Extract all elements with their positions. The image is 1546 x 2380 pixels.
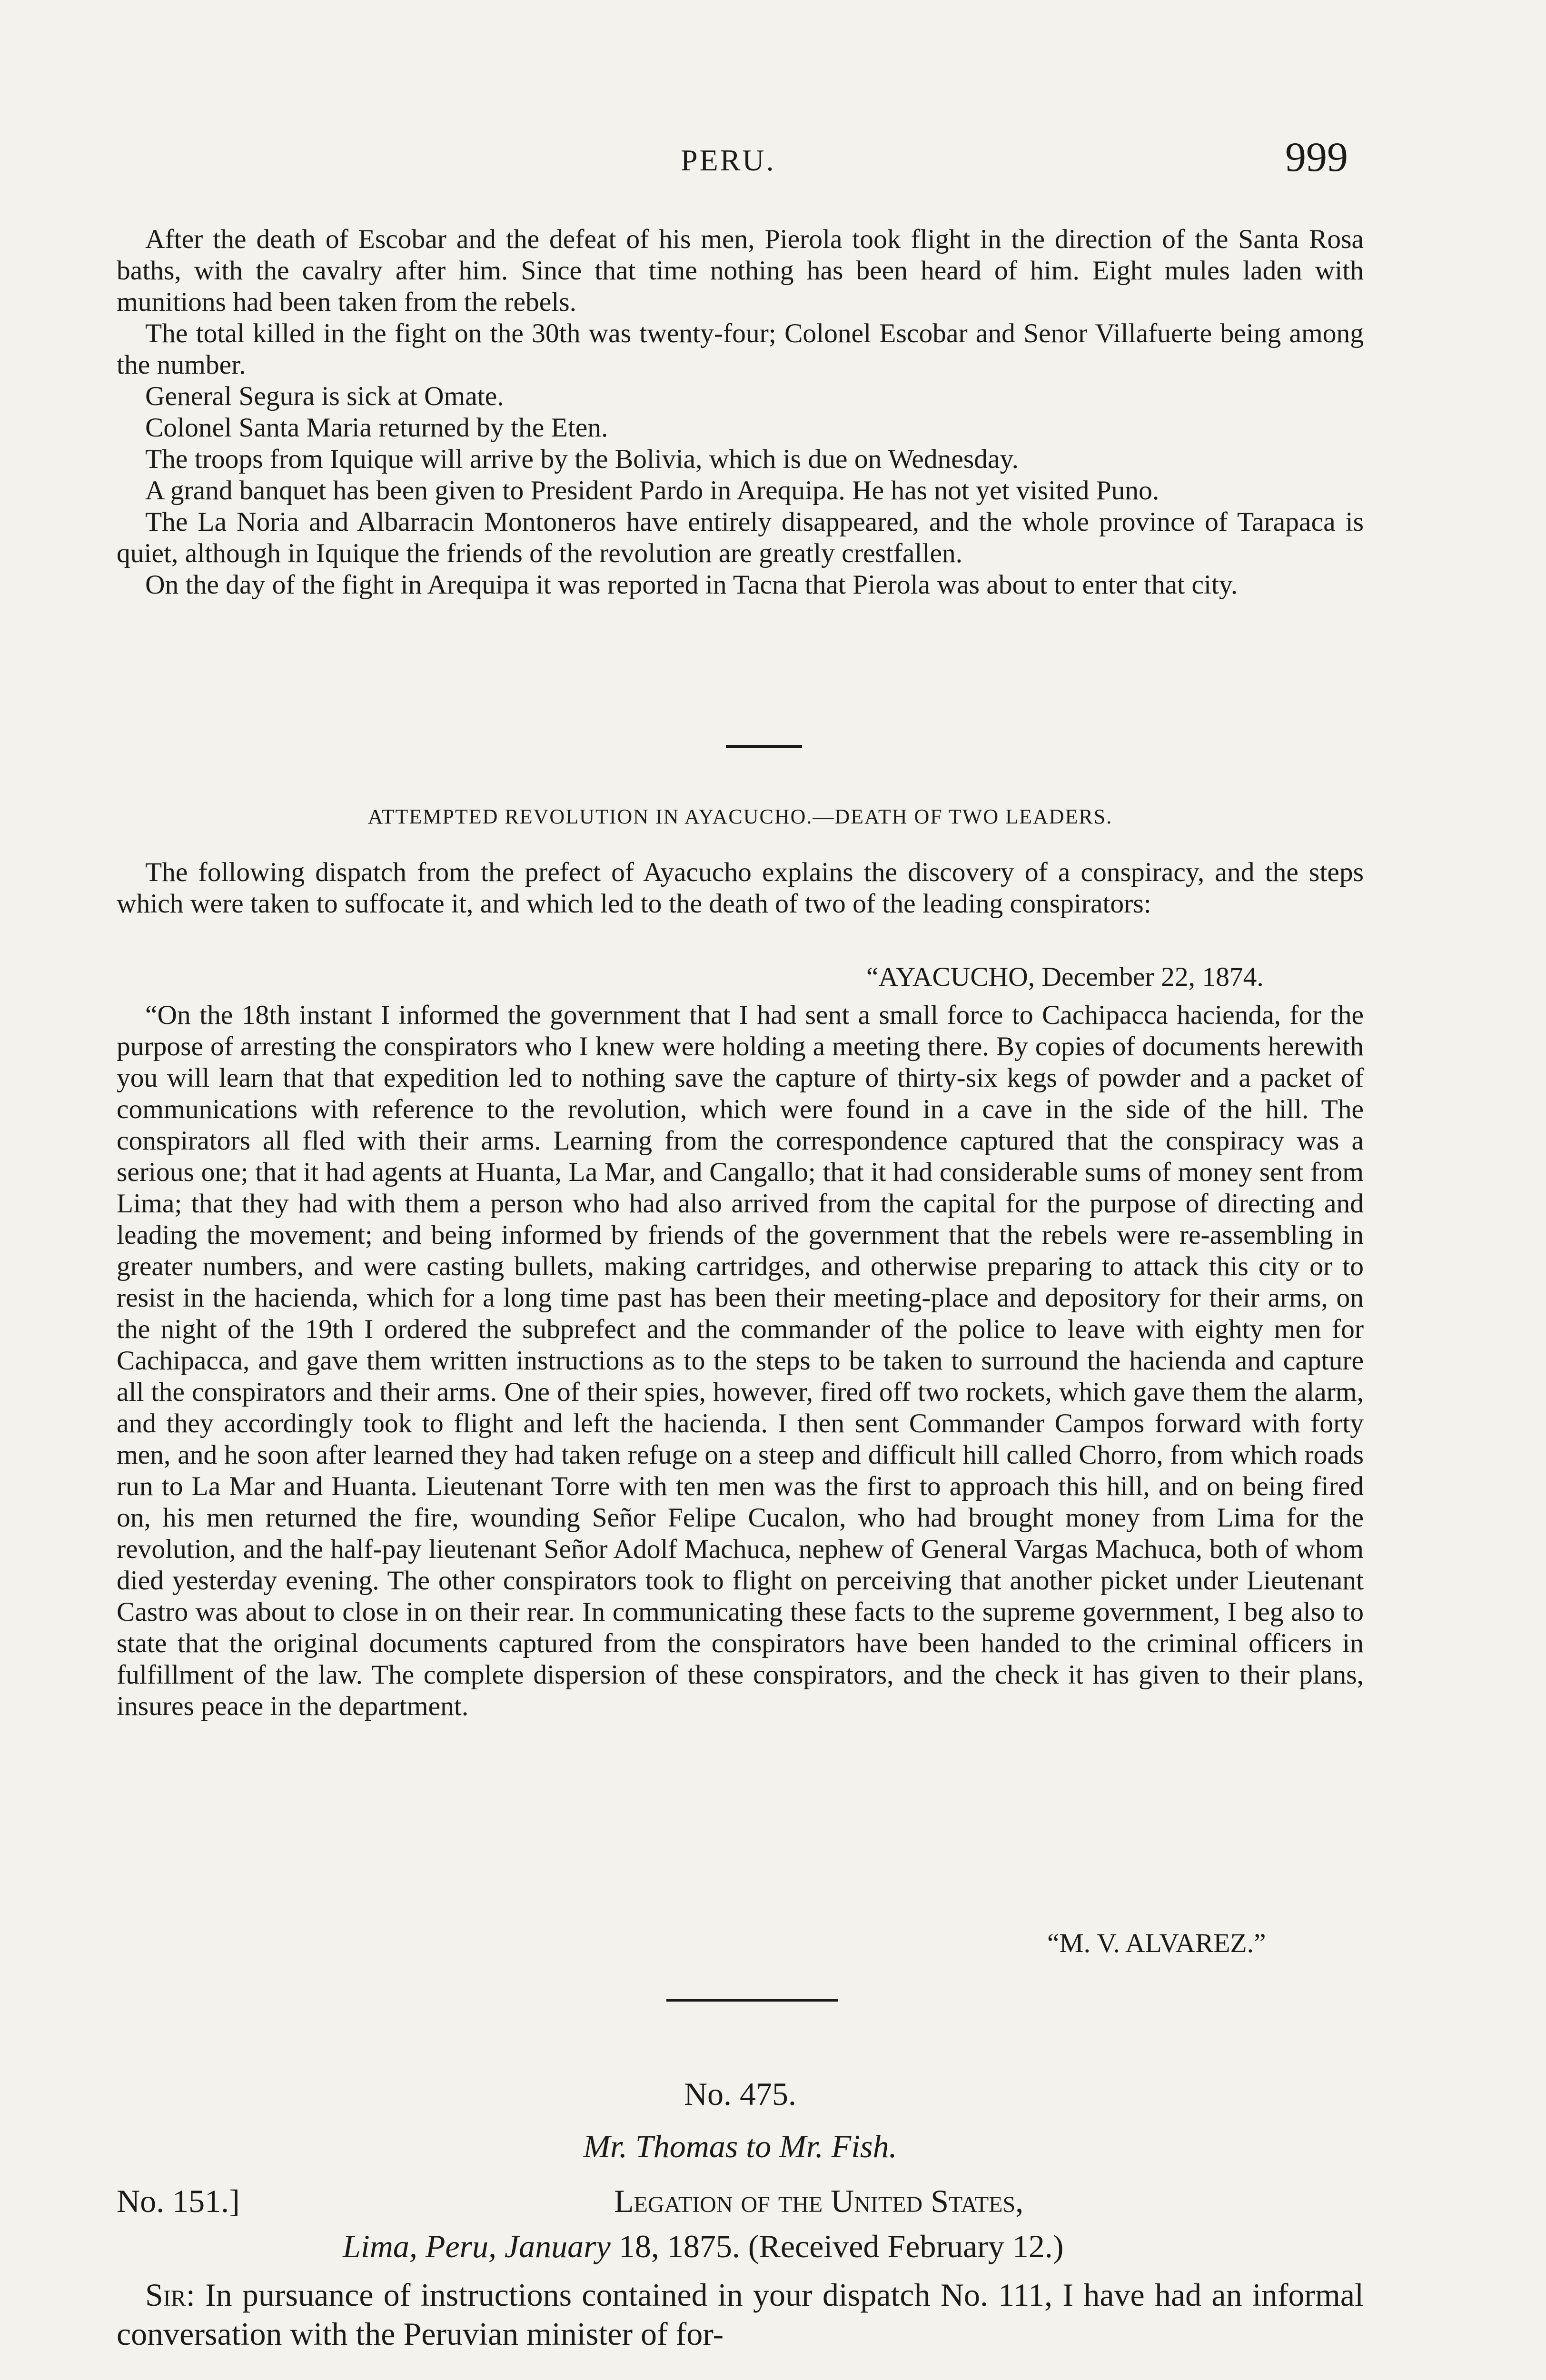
dispatch-reference: No. 151.] — [117, 2183, 240, 2219]
paragraph: Colonel Santa Maria returned by the Eten. — [145, 413, 608, 443]
dispatch-body: “On the 18th instant I informed the government that I had sent a small force to Cachipacca hacienda, for the purpose of arresting the conspirators who I knew were holding a meeting there. By copies of documents herewith you will learn that that expedition led to nothing save the capture of thirty-six kegs of powder and a packet of communications with reference to the revolution, which were found in a cave in the side of the hill. The conspirators all fled with their arms. Learning from the correspondence captured that the conspiracy was a serious one; that it had agents at Huanta, La Mar, and Cangallo; that it had considerable sums of money sent from Lima; that they had with them a person who had also arrived from the capital for the purpose of directing and leading the movement; and being informed by friends of the government that the rebels were re-assembling in greater numbers, and were casting bullets, making cartridges, and otherwise preparing to attack this city or to resist in the hacienda, which for a long time past has been their meeting-place and depository for their arms, on the night of the 19th I ordered the subprefect and the commander of the police to leave with eighty men for Cachipacca, and gave them written instructions as to the steps to be taken to surround the hacienda and capture all the conspirators and their arms. One of their spies, however, fired off two rockets, which gave them the alarm, and they accordingly took to flight and left the hacienda. I then sent Commander Campos forward with forty men, and he soon after learned they had taken refuge on a steep and difficult hill called Chorro, from which roads run to La Mar and Huanta. Lieutenant Torre with ten men was the first to approach this hill, and on being fired on, his men returned the fire, wounding Señor Felipe Cucalon, who had brought money from Lima for the revolution, and the half-pay lieutenant Señor Adolf Machuca, nephew of General Vargas Machuca, both of whom died yesterday evening. The other conspirators took to flight on perceiving that another picket under Lieutenant Castro was about to close in on their rear. In communicating these facts to the supreme government, I beg also to state that the original documents captured from the conspirators have been handed to the criminal officers in fulfillment of the law. The complete dispersion of these conspirators, and the check it has given to their plans, insures peace in the department. — [117, 1000, 1364, 1721]
intro-text-block — [117, 224, 1364, 601]
paragraph: General Segura is sick at Omate. — [145, 381, 504, 411]
document-divider — [666, 1999, 838, 2002]
paragraph: The La Noria and Albarracin Montoneros have entirely disappeared, and the whole province of Tarapaca is quiet, although in Iquique the friends of the revolution are greatly crestfallen. — [117, 507, 1364, 568]
paragraph: The total killed in the fight on the 30th was twenty-four; Colonel Escobar and Senor Villafuerte being among the number. — [117, 318, 1364, 380]
letter-paragraph — [117, 2275, 1364, 2353]
date-month: January — [505, 2228, 611, 2264]
letter-block — [117, 2275, 1364, 2353]
salutation: Sir: — [145, 2277, 195, 2313]
paragraph: On the day of the fight in Arequipa it was reported in Tacna that Pierola was about to enter that city. — [145, 570, 1238, 600]
section-divider — [726, 745, 802, 748]
place: Lima, Peru, — [343, 2228, 496, 2264]
place-and-date — [343, 2228, 1064, 2265]
dispatch-dateline: “AYACUCHO, December 22, 1874. — [866, 962, 1264, 992]
running-head: PERU. — [681, 143, 776, 177]
section-intro-block — [117, 857, 1364, 920]
legation-heading: Legation of the United States, — [614, 2183, 1024, 2219]
date-rest: 18, 1875. — [618, 2228, 740, 2264]
paragraph: A grand banquet has been given to President Pardo in Arequipa. He has not yet visited Puno. — [145, 476, 1160, 506]
paragraph: After the death of Escobar and the defeat of his men, Pierola took flight in the direction of the Santa Rosa baths, with the cavalry after him. Since that time nothing has been heard of him. Eight mules laden with munitions had been taken from the rebels. — [117, 224, 1364, 317]
page-number: 999 — [1285, 134, 1348, 180]
paragraph: The troops from Iquique will arrive by the Bolivia, which is due on Wednesday. — [145, 444, 1019, 474]
document-number: No. 475. — [684, 2076, 797, 2112]
received-note: (Received February 12.) — [748, 2228, 1064, 2264]
section-intro: The following dispatch from the prefect of Ayacucho explains the discovery of a conspiracy, and the steps which were taken to suffocate it, and which led to the death of two of the leading conspirators: — [117, 857, 1364, 919]
document-title: Mr. Thomas to Mr. Fish. — [583, 2128, 897, 2164]
section-heading: ATTEMPTED REVOLUTION IN AYACUCHO.—DEATH OF TWO LEADERS. — [367, 805, 1113, 828]
letter-body: In pursuance of instructions contained in your dispatch No. 111, I have had an informal conversation with the Peruvian minister of for- — [117, 2277, 1364, 2352]
dispatch-body-block — [117, 1000, 1364, 1722]
dispatch-signature: “M. V. ALVAREZ.” — [1047, 1928, 1266, 1958]
